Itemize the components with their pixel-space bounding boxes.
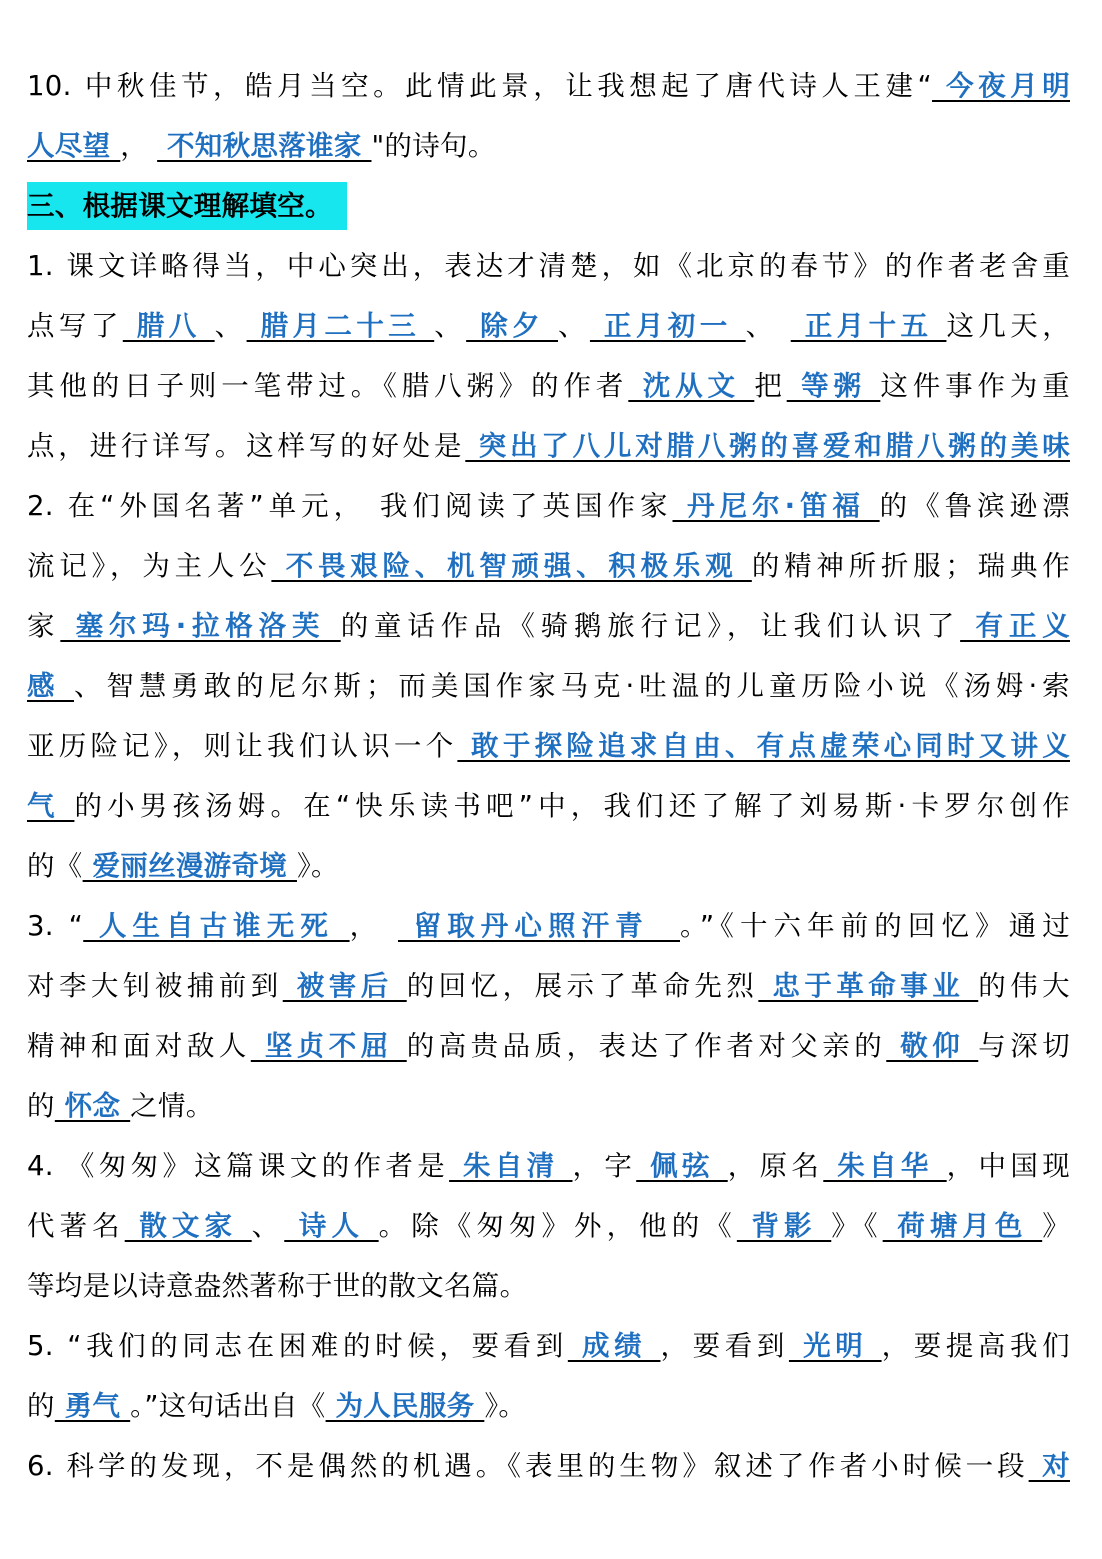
text-segment: 6. 科学的发现，不是偶然的机遇。《表里的生物》叙述了作者小时候一段 — [27, 1450, 1029, 1482]
text-line — [27, 1316, 1070, 1376]
answer-blank: 突出了八儿对腊八粥的喜爱和腊八粥的美味 — [465, 430, 1070, 462]
text-line — [27, 1376, 1070, 1436]
text-segment: 、 — [434, 310, 467, 342]
text-line — [27, 1196, 1070, 1256]
text-line — [27, 896, 1070, 956]
answer-blank: 勇气 — [54, 1390, 131, 1422]
answer-blank: 人生自古谁无死 — [83, 910, 350, 942]
text-line — [27, 536, 1070, 596]
text-line — [27, 56, 1070, 116]
text-segment: 这几天， — [946, 310, 1071, 342]
answer-blank: 佩弦 — [636, 1150, 728, 1182]
text-segment: 的伟大 — [978, 970, 1070, 1002]
text-segment: 代著名 — [27, 1210, 125, 1242]
text-segment: 、智慧勇敢的尼尔斯；而美国作家马克·吐温的儿童历险小说《汤姆·索 — [73, 670, 1070, 702]
text-segment: 的小男孩汤姆。在“快乐读书吧”中，我们还了解了刘易斯·卡罗尔创作 — [74, 790, 1070, 822]
answer-blank: 塞尔玛·拉格洛芙 — [60, 610, 341, 642]
text-segment: ，原名 — [727, 1150, 824, 1182]
answer-blank: 爱丽丝漫游奇境 — [82, 850, 297, 882]
answer-blank: 不畏艰险、机智顽强、积极乐观 — [271, 550, 752, 582]
text-segment: 之情。 — [130, 1090, 214, 1122]
answer-blank: 人尽望 — [27, 130, 121, 162]
text-segment: 的精神所折服；瑞典作 — [751, 550, 1071, 582]
answer-blank: 被害后 — [282, 970, 407, 1002]
text-segment: 等均是以诗意盎然著称于世的散文名篇。 — [27, 1270, 528, 1302]
answer-blank: 坚贞不屈 — [250, 1030, 407, 1062]
text-segment: 流记》，为主人公 — [27, 550, 272, 582]
answer-blank: 等粥 — [786, 370, 881, 402]
answer-blank: 成绩 — [567, 1330, 661, 1362]
text-segment: 。”这句话出自《 — [130, 1390, 326, 1422]
text-segment: 、 — [745, 310, 791, 342]
text-line — [27, 116, 1070, 176]
text-segment: 、 — [558, 310, 590, 342]
answer-blank: 留取丹心照汗青 — [397, 910, 680, 942]
text-line — [27, 296, 1070, 356]
text-segment: 》。 — [484, 1390, 527, 1422]
text-segment: 的 — [27, 1090, 55, 1122]
answer-blank: 诗人 — [284, 1210, 379, 1242]
text-segment: 的回忆，展示了革命先烈 — [406, 970, 759, 1002]
text-line — [27, 1256, 1070, 1316]
answer-blank: 丹尼尔·笛福 — [672, 490, 880, 522]
answer-blank: 敬仰 — [886, 1030, 979, 1062]
answer-blank: 对 — [1028, 1450, 1070, 1482]
text-segment: 。除《匆匆》外，他的《 — [378, 1210, 737, 1242]
text-line — [27, 1136, 1070, 1196]
answer-blank: 除夕 — [466, 310, 558, 342]
text-line — [27, 476, 1070, 536]
text-segment: ，中国现 — [946, 1150, 1071, 1182]
text-segment: 三、根据课文理解填空。 — [27, 190, 333, 222]
text-segment: 的《 — [27, 850, 83, 882]
text-segment: 的《鲁滨逊漂 — [879, 490, 1070, 522]
text-segment: 的高贵品质，表达了作者对父亲的 — [406, 1030, 887, 1062]
text-line — [27, 356, 1070, 416]
text-segment: 其他的日子则一笔带过。《腊八粥》的作者 — [27, 370, 629, 402]
heading-highlight — [27, 182, 347, 230]
answer-blank: 为人民服务 — [325, 1390, 485, 1422]
text-segment: 把 — [754, 370, 787, 402]
text-segment: 》 — [1042, 1210, 1070, 1242]
answer-blank: 朱自华 — [823, 1150, 947, 1182]
text-segment: 点写了 — [27, 310, 123, 342]
text-segment: 10. 中秋佳节，皓月当空。此情此景，让我想起了唐代诗人王建“ — [27, 70, 933, 102]
answer-blank: 气 — [27, 790, 75, 822]
text-line — [27, 416, 1070, 476]
text-line — [27, 956, 1070, 1016]
answer-blank: 朱自清 — [449, 1150, 573, 1182]
text-line — [27, 716, 1070, 776]
text-line — [27, 836, 1070, 896]
answer-blank: 沈从文 — [628, 370, 755, 402]
answer-blank: 今夜月明 — [932, 70, 1070, 102]
text-segment: 》。 — [296, 850, 339, 882]
answer-blank: 正月十五 — [790, 310, 947, 342]
answer-blank: 不知秋思落谁家 — [157, 130, 372, 162]
text-segment: 对李大钊被捕前到 — [27, 970, 283, 1002]
answer-blank: 有正义 — [960, 610, 1070, 642]
text-line — [27, 1436, 1070, 1496]
answer-blank: 感 — [27, 670, 74, 702]
text-segment: ， — [120, 130, 158, 162]
text-segment: ， — [349, 910, 398, 942]
answer-blank: 光明 — [788, 1330, 882, 1362]
text-segment: 的童话作品《骑鹅旅行记》，让我们认识了 — [340, 610, 961, 642]
text-segment: "的诗句。 — [371, 130, 496, 162]
text-segment: ，要看到 — [660, 1330, 789, 1362]
text-segment: 5. “我们的同志在困难的时候，要看到 — [27, 1330, 568, 1362]
text-segment: 的 — [27, 1390, 55, 1422]
answer-blank: 腊月二十三 — [246, 310, 435, 342]
text-line — [27, 1076, 1070, 1136]
text-segment: 、 — [251, 1210, 285, 1242]
text-segment: 与深切 — [978, 1030, 1070, 1062]
answer-blank: 忠于革命事业 — [758, 970, 979, 1002]
answer-blank: 正月初一 — [589, 310, 746, 342]
answer-blank: 腊八 — [122, 310, 215, 342]
text-segment: 3. “ — [27, 910, 84, 942]
text-segment: 精神和面对敌人 — [27, 1030, 251, 1062]
text-segment: 》《 — [831, 1210, 883, 1242]
text-segment: 2. 在“外国名著”单元， 我们阅读了英国作家 — [27, 490, 673, 522]
text-segment: 亚历险记》，则让我们认识一个 — [27, 730, 458, 762]
text-line — [27, 1016, 1070, 1076]
text-segment: 、 — [214, 310, 247, 342]
text-segment: 。”《十六年前的回忆》通过 — [680, 910, 1070, 942]
text-line — [27, 596, 1070, 656]
answer-blank: 背影 — [736, 1210, 832, 1242]
text-segment: 点，进行详写。这样写的好处是 — [27, 430, 466, 462]
text-segment: ，要提高我们 — [881, 1330, 1070, 1362]
section-heading — [27, 176, 1070, 236]
text-segment: 4. 《匆匆》这篇课文的作者是 — [27, 1150, 450, 1182]
answer-blank: 散文家 — [124, 1210, 252, 1242]
text-segment: 这件事作为重 — [880, 370, 1070, 402]
answer-blank: 荷塘月色 — [882, 1210, 1043, 1242]
text-line — [27, 656, 1070, 716]
answer-blank: 怀念 — [54, 1090, 131, 1122]
text-segment: 家 — [27, 610, 61, 642]
text-segment: 1. 课文详略得当，中心突出，表达才清楚，如《北京的春节》的作者老舍重 — [27, 250, 1070, 282]
text-line — [27, 236, 1070, 296]
text-line — [27, 776, 1070, 836]
text-segment: ，字 — [572, 1150, 637, 1182]
answer-blank: 敢于探险追求自由、有点虚荣心同时又讲义 — [457, 730, 1070, 762]
